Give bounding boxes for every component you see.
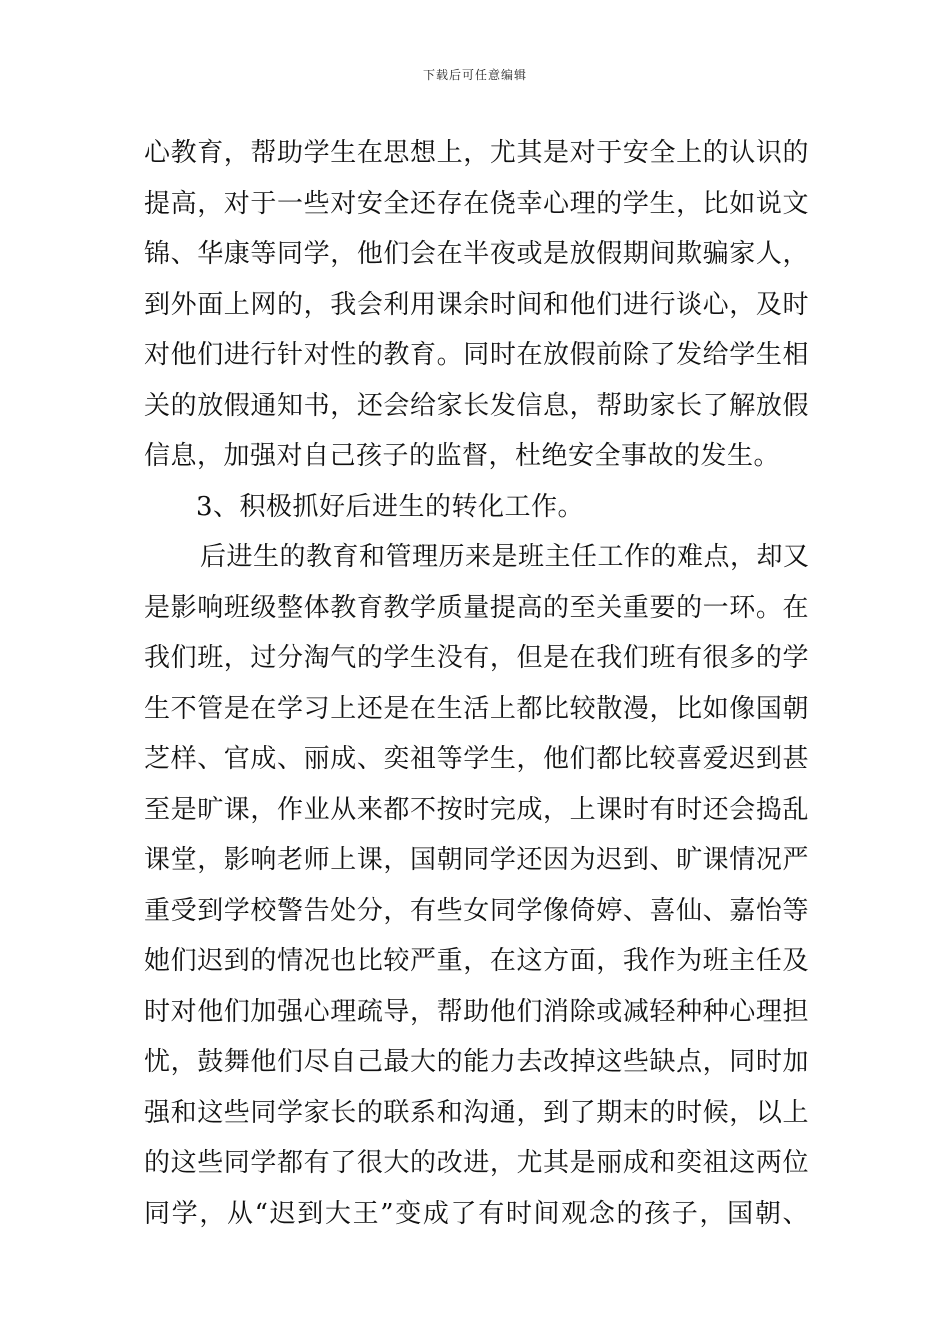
text-line: 我们班，过分淘气的学生没有，但是在我们班有很多的学 [144, 643, 809, 673]
text-line: 的这些同学都有了很大的改进，尤其是丽成和奕祖这两位 [144, 1148, 809, 1178]
text-line: 重受到学校警告处分，有些女同学像倚婷、喜仙、嘉怡等 [144, 895, 809, 926]
text-line: 提高，对于一些对安全还存在侥幸心理的学生，比如说文 [144, 188, 809, 219]
text-line: 她们迟到的情况也比较严重，在这方面，我作为班主任及 [144, 946, 809, 976]
text-line: 到外面上网的，我会利用课余时间和他们进行谈心，及时 [144, 289, 809, 320]
section-heading: 3、积极抓好后进生的转化工作。 [196, 491, 585, 522]
text-line: 锦、华康等同学，他们会在半夜或是放假期间欺骗家人， [144, 239, 809, 269]
page-header: 下载后可任意编辑 [422, 68, 527, 82]
text-line: 时对他们加强心理疏导，帮助他们消除或减轻种种心理担 [144, 996, 809, 1027]
paragraph-start-line: 后进生的教育和管理历来是班主任工作的难点，却又 [200, 542, 810, 572]
text-line: 至是旷课，作业从来都不按时完成，上课时有时还会捣乱 [144, 794, 809, 825]
text-line: 生不管是在学习上还是在生活上都比较散漫，比如像国朝 [144, 693, 809, 724]
text-line: 忧，鼓舞他们尽自己最大的能力去改掉这些缺点，同时加 [144, 1047, 809, 1077]
text-line: 是影响班级整体教育教学质量提高的至关重要的一环。在 [144, 592, 809, 623]
text-line: 关的放假通知书，还会给家长发信息，帮助家长了解放假 [144, 390, 809, 421]
text-line: 心教育，帮助学生在思想上，尤其是对于安全上的认识的 [144, 138, 809, 168]
text-line: 对他们进行针对性的教育。同时在放假前除了发给学生相 [144, 340, 809, 370]
text-line: 同学，从“迟到大王”变成了有时间观念的孩子，国朝、 [144, 1198, 809, 1229]
text-line: 信息，加强对自己孩子的监督，杜绝安全事故的发生。 [144, 441, 781, 471]
text-line: 芝样、官成、丽成、奕祖等学生，他们都比较喜爱迟到甚 [144, 744, 809, 774]
body-text [144, 128, 809, 1239]
text-line: 课堂，影响老师上课，国朝同学还因为迟到、旷课情况严 [144, 845, 809, 875]
text-line: 强和这些同学家长的联系和沟通，到了期末的时候，以上 [144, 1097, 809, 1128]
